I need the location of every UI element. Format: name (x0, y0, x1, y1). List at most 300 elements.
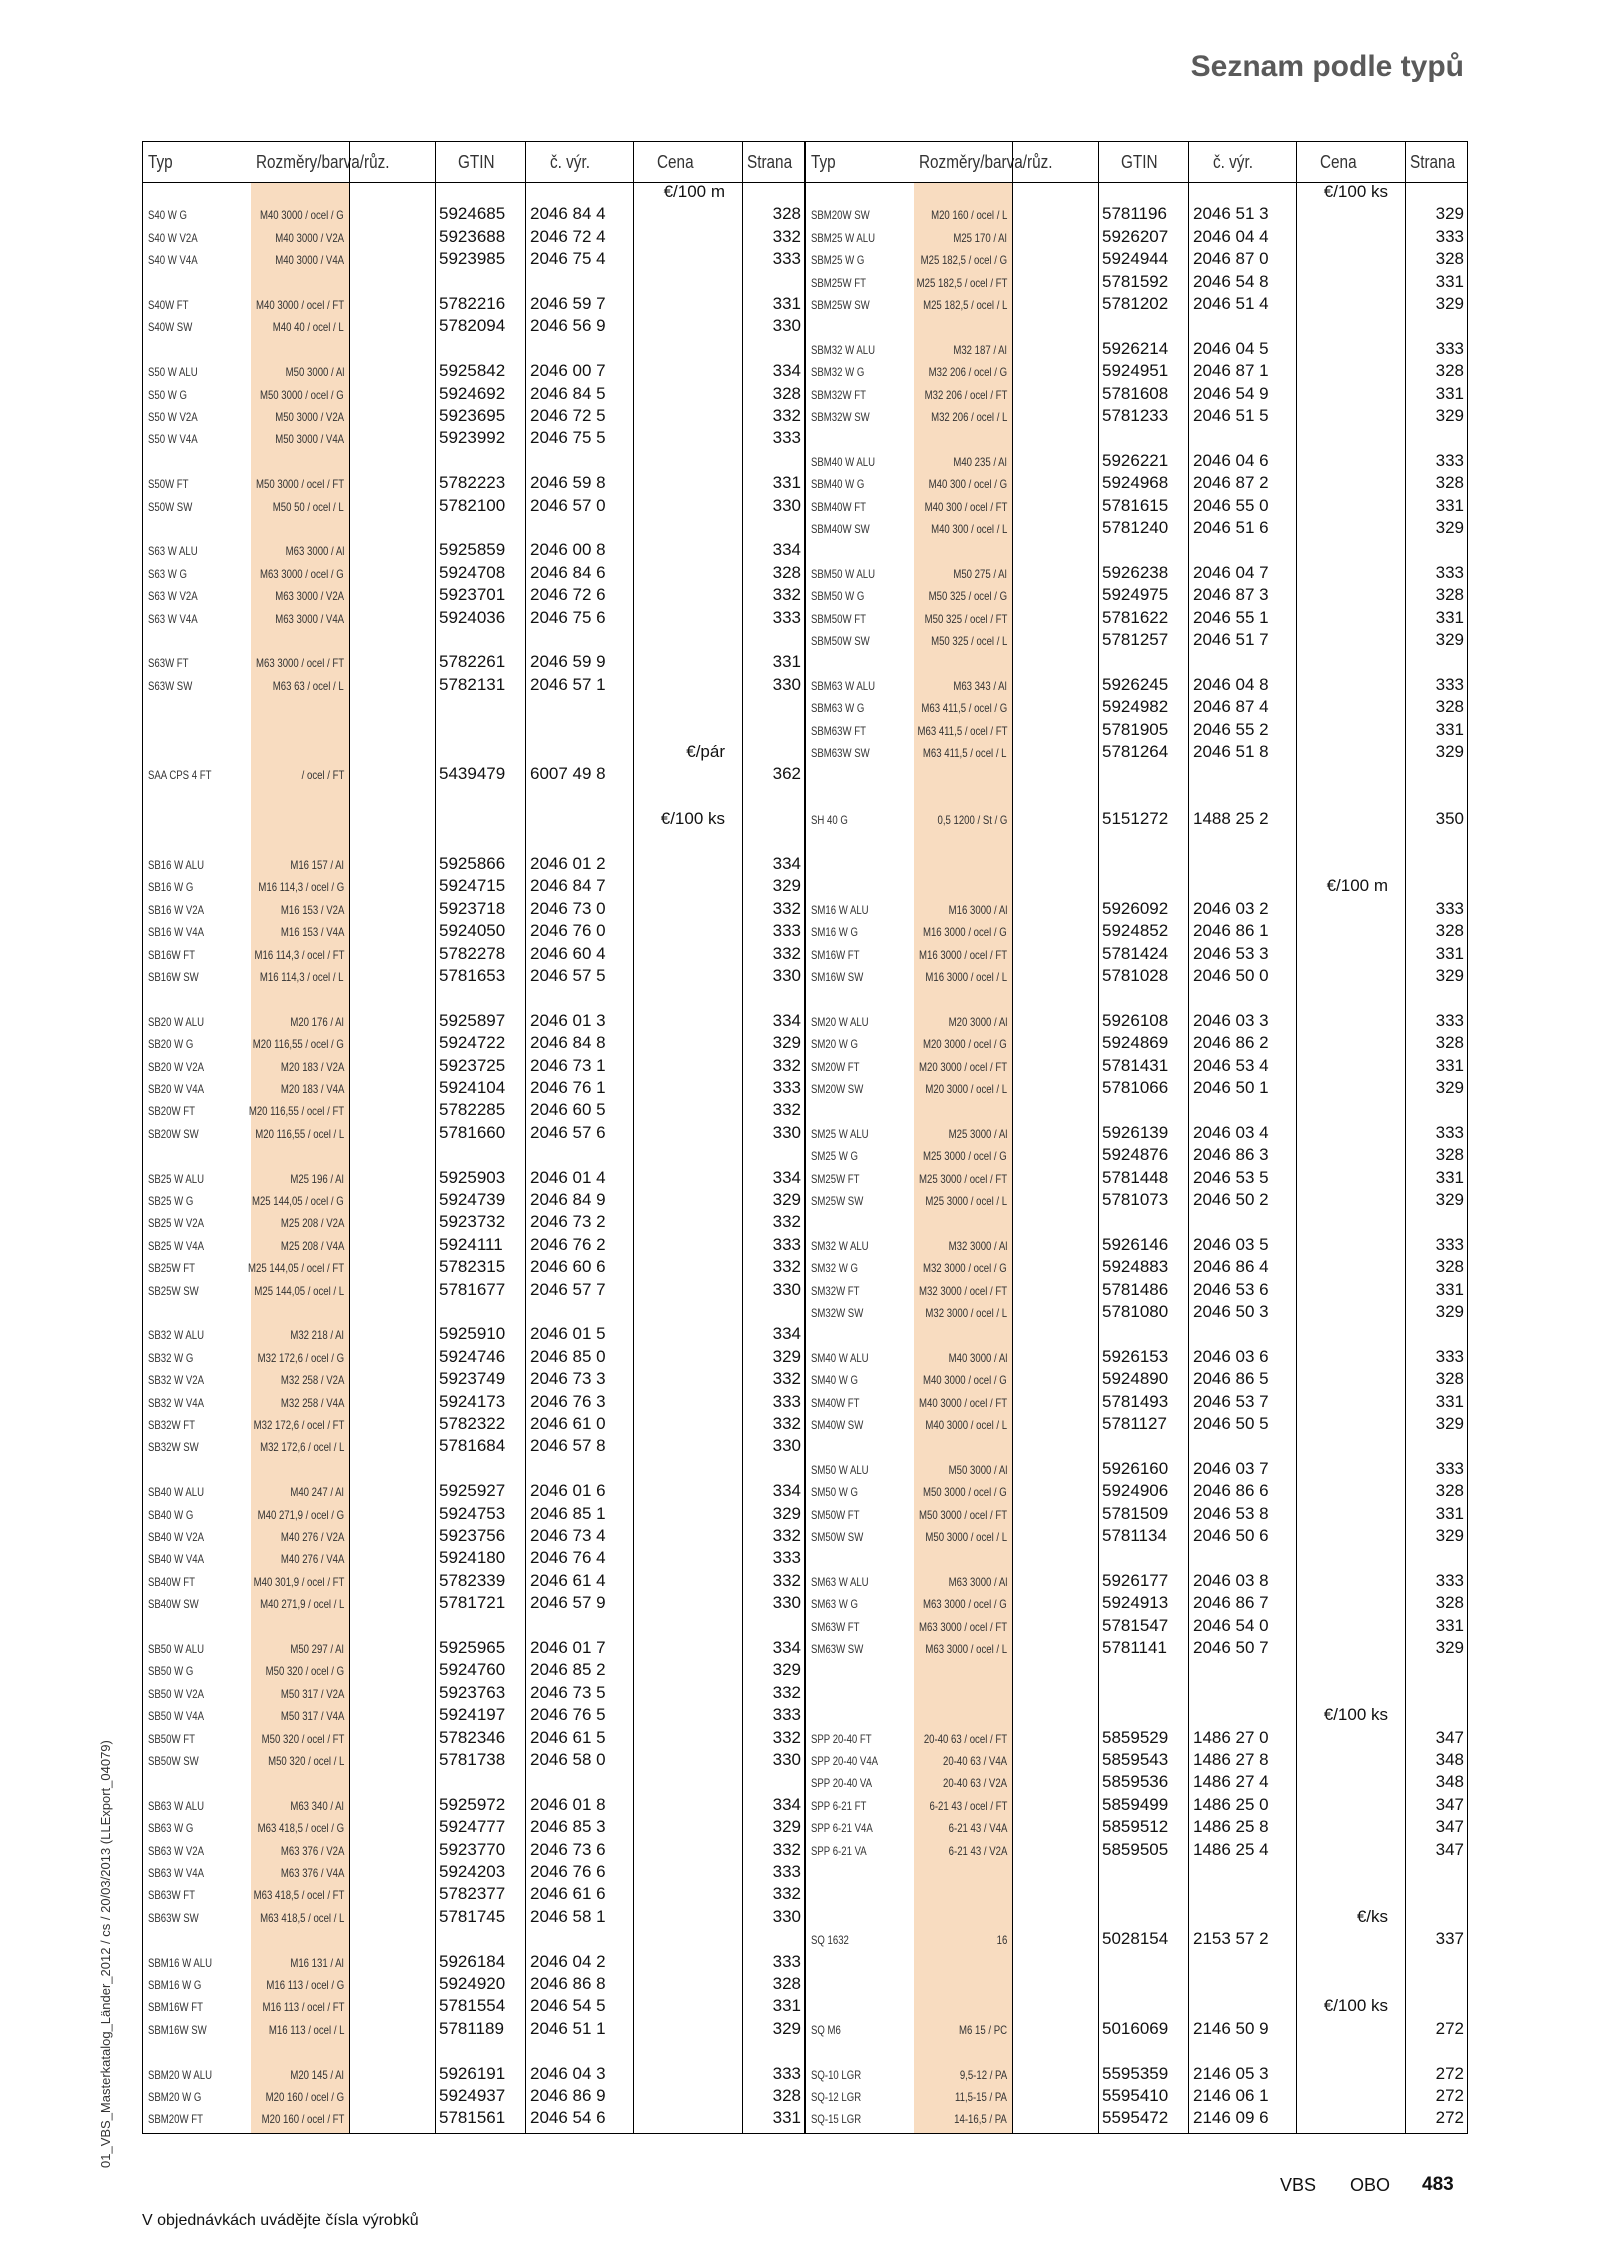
table-row (143, 2064, 804, 2084)
article-number-cell: 2046 61 6 (530, 1884, 606, 1904)
article-number-cell: 2046 50 6 (1193, 1526, 1269, 1545)
type-cell: SBM25W SW (811, 298, 870, 312)
table-row (143, 1750, 804, 1770)
dimension-cell: M16 113 / ocel / FT (262, 2000, 344, 2015)
header-typ: Typ (148, 152, 173, 172)
dimension-cell: M20 116,55 / ocel / L (255, 1126, 344, 1141)
type-cell: SM25 W ALU (811, 1126, 869, 1141)
dimension-cell: / ocel / FT (301, 768, 344, 783)
article-number-cell: 2046 73 2 (530, 1212, 606, 1232)
article-number-cell: 2046 51 6 (1193, 518, 1269, 537)
gtin-cell: 5924050 (439, 921, 506, 941)
table-row (143, 1235, 804, 1255)
article-number-cell: 2046 03 7 (1193, 1458, 1269, 1478)
header-strana: Strana (747, 152, 793, 172)
table-row (143, 204, 804, 224)
gtin-cell: 5924883 (1102, 1257, 1169, 1277)
article-number-cell: 2046 76 5 (530, 1705, 606, 1725)
page-ref-cell: 334 (772, 540, 801, 560)
dimension-cell: M20 176 / Al (290, 1014, 344, 1029)
gtin-cell: 5923756 (439, 1526, 506, 1545)
dimension-cell: M63 418,5 / ocel / FT (253, 1888, 344, 1903)
gtin-cell: 5781196 (1102, 204, 1167, 224)
type-cell: SBM25 W G (811, 253, 865, 268)
type-cell: SB16W SW (148, 970, 199, 984)
article-number-cell: 2046 75 6 (530, 607, 606, 627)
table-row (806, 227, 1467, 247)
gtin-cell: 5924937 (439, 2086, 506, 2105)
dimension-cell: M40 300 / ocel / L (930, 522, 1007, 536)
table-row (806, 294, 1467, 314)
page-ref-cell: 334 (772, 1794, 801, 1814)
dimension-cell: M40 271,9 / ocel / L (259, 1597, 344, 1612)
gtin-cell: 5781127 (1102, 1414, 1167, 1433)
table-row (143, 1862, 804, 1882)
gtin-cell: 5926146 (1102, 1234, 1169, 1254)
gtin-cell: 5924869 (1102, 1033, 1169, 1053)
type-cell: SBM25 W ALU (811, 230, 876, 245)
article-number-cell: 2046 84 6 (530, 562, 606, 582)
page-ref-cell: 334 (772, 1324, 801, 1344)
gtin-cell: 5924777 (439, 1817, 506, 1837)
article-number-cell: 2046 04 3 (530, 2063, 606, 2083)
gtin-cell: 5924760 (439, 1660, 506, 1680)
article-number-cell: 2046 01 4 (530, 1167, 606, 1187)
type-cell: SBM16 W ALU (148, 1955, 213, 1970)
table-row (143, 1571, 804, 1591)
gtin-cell: 5924173 (439, 1391, 506, 1411)
table-row (143, 496, 804, 516)
dimension-cell: M16 157 / Al (290, 858, 344, 872)
table-row (806, 742, 1467, 762)
gtin-cell: 5595472 (1102, 2108, 1169, 2128)
product-table-left (142, 141, 805, 2134)
dimension-cell: M50 317 / V4A (280, 1709, 344, 1724)
gtin-cell: 5781721 (439, 1593, 506, 1613)
table-row (806, 272, 1467, 292)
dimension-cell: 20-40 63 / ocel / FT (923, 1731, 1007, 1746)
page-ref-cell: 331 (772, 473, 801, 493)
type-cell: SB25 W V4A (148, 1238, 205, 1253)
page-ref-cell: 328 (1435, 921, 1464, 941)
type-cell: SBM40W FT (811, 499, 866, 514)
article-number-cell: 2046 73 0 (530, 898, 606, 918)
type-cell: SM32W SW (811, 1306, 864, 1320)
table-row (143, 1548, 804, 1568)
type-cell: SB20 W V2A (148, 1059, 205, 1074)
page-ref-cell: 329 (772, 876, 801, 896)
type-cell: SB63 W V4A (148, 1866, 205, 1880)
article-number-cell: 2046 61 4 (530, 1570, 606, 1590)
page-ref-cell: 331 (1435, 1503, 1464, 1523)
page-ref-cell: 333 (1435, 338, 1464, 358)
table-row (806, 1235, 1467, 1255)
gtin-cell: 5782223 (439, 473, 506, 493)
table-row (806, 406, 1467, 426)
type-cell: S63 W G (148, 566, 187, 581)
table-row (143, 1952, 804, 1972)
article-number-cell: 2046 51 3 (1193, 204, 1269, 224)
dimension-cell: M40 3000 / ocel / G (260, 208, 344, 223)
gtin-cell: 5781486 (1102, 1279, 1169, 1299)
page-ref-cell: 330 (772, 1906, 801, 1926)
page-ref-cell: 331 (1435, 1055, 1464, 1075)
article-number-cell: 6007 49 8 (530, 764, 606, 784)
gtin-cell: 5923718 (439, 898, 506, 918)
dimension-cell: M40 276 / V4A (280, 1552, 344, 1567)
gtin-cell: 5016069 (1102, 2018, 1169, 2038)
article-number-cell: 2046 73 4 (530, 1526, 606, 1545)
table-row (806, 1011, 1467, 1031)
page-ref-cell: 330 (772, 1750, 801, 1769)
dimension-cell: M32 206 / ocel / FT (924, 387, 1007, 402)
dimension-cell: M32 258 / V4A (280, 1395, 344, 1410)
table-row (806, 675, 1467, 695)
type-cell: SBM50W FT (811, 611, 866, 626)
dimension-cell: M20 3000 / ocel / L (925, 1082, 1007, 1096)
page-ref-cell: 331 (772, 2108, 801, 2128)
dimension-cell: M40 271,9 / ocel / G (257, 1507, 344, 1522)
page-ref-cell: 333 (1435, 1346, 1464, 1366)
dimension-cell: 6-21 43 / V2A (948, 1843, 1007, 1858)
dimension-cell: M50 50 / ocel / L (273, 499, 344, 514)
gtin-cell: 5859512 (1102, 1817, 1169, 1837)
table-row (806, 361, 1467, 381)
article-number-cell: 2046 57 0 (530, 495, 606, 515)
dimension-cell: M50 3000 / ocel / L (925, 1530, 1007, 1544)
type-cell: SBM20 W ALU (148, 2067, 213, 2082)
table-row (806, 944, 1467, 964)
type-cell: SM25 W G (811, 1149, 858, 1164)
table-row (806, 1414, 1467, 1434)
price-unit-label: €/100 ks (660, 809, 725, 829)
table-row (143, 1884, 804, 1904)
type-cell: SBM40W SW (811, 522, 870, 536)
gtin-cell: 5781264 (1102, 742, 1169, 761)
type-cell: SB32 W ALU (148, 1328, 205, 1343)
dimension-cell: M50 3000 / ocel / FT (255, 477, 344, 492)
article-number-cell: 2046 76 0 (530, 921, 606, 941)
table-row (806, 473, 1467, 493)
gtin-cell: 5028154 (1102, 1929, 1169, 1949)
table-row (143, 944, 804, 964)
table-row (143, 1481, 804, 1501)
page-ref-cell: 333 (1435, 1458, 1464, 1478)
page-ref-cell: 329 (1435, 1078, 1464, 1097)
article-number-cell: 2046 01 6 (530, 1481, 606, 1501)
page-ref-cell: 348 (1435, 1772, 1464, 1792)
type-cell: SM25W SW (811, 1194, 864, 1208)
dimension-cell: M25 144,05 / ocel / FT (247, 1261, 344, 1276)
gtin-cell: 5926139 (1102, 1122, 1169, 1142)
dimension-cell: 11,5-15 / PA (955, 2090, 1007, 2104)
gtin-cell: 5924890 (1102, 1369, 1169, 1389)
dimension-cell: M20 183 / V2A (280, 1059, 344, 1074)
dimension-cell: M40 3000 / V2A (275, 230, 344, 245)
article-number-cell: 2046 87 3 (1193, 585, 1269, 605)
table-row (143, 1974, 804, 1994)
dimension-cell: M20 3000 / ocel / G (923, 1037, 1007, 1052)
page-ref-cell: 331 (1435, 1167, 1464, 1187)
article-number-cell: 2046 51 7 (1193, 630, 1269, 649)
gtin-cell: 5782278 (439, 943, 506, 963)
table-row (143, 540, 804, 560)
table-row (143, 608, 804, 628)
table-row (143, 1324, 804, 1344)
table-row (806, 249, 1467, 269)
article-number-cell: 2046 57 6 (530, 1122, 606, 1142)
gtin-cell: 5924739 (439, 1190, 506, 1209)
dimension-cell: 20-40 63 / V2A (942, 1776, 1007, 1791)
article-number-cell: 2046 76 4 (530, 1548, 606, 1568)
table-row (143, 2108, 804, 2128)
header-cislo-vyrobku: č. výr. (550, 152, 590, 172)
gtin-cell: 5926238 (1102, 562, 1169, 582)
gtin-cell: 5926177 (1102, 1570, 1169, 1590)
article-number-cell: 2046 87 1 (1193, 361, 1269, 381)
table-row (806, 1593, 1467, 1613)
page-ref-cell: 272 (1435, 2063, 1464, 2083)
type-cell: SBM63 W ALU (811, 678, 876, 693)
page-ref-cell: 328 (772, 204, 801, 224)
page-ref-cell: 333 (1435, 1570, 1464, 1590)
type-cell: SB20 W G (148, 1037, 194, 1052)
article-number-cell: 2046 55 2 (1193, 719, 1269, 739)
table-row (143, 1369, 804, 1389)
dimension-cell: M50 297 / Al (290, 1642, 344, 1656)
page-ref-cell: 333 (772, 2063, 801, 2083)
gtin-cell: 5925903 (439, 1167, 506, 1187)
dimension-cell: M50 325 / ocel / FT (924, 611, 1007, 626)
type-cell: S63 W ALU (148, 544, 198, 559)
table-row (806, 1190, 1467, 1210)
type-cell: SM20W SW (811, 1082, 864, 1096)
article-number-cell: 2046 01 3 (530, 1010, 606, 1030)
page-ref-cell: 330 (772, 316, 801, 336)
page-ref-cell: 330 (772, 1436, 801, 1456)
type-cell: SBM50 W ALU (811, 566, 876, 581)
dimension-cell: M50 3000 / Al (948, 1462, 1007, 1477)
gtin-cell: 5782322 (439, 1414, 506, 1433)
type-cell: SM32 W G (811, 1261, 858, 1276)
table-row (806, 720, 1467, 740)
type-cell: S50 W G (148, 387, 187, 402)
table-row (143, 249, 804, 269)
page-ref-cell: 331 (772, 1996, 801, 2016)
article-number-cell: 1486 25 8 (1193, 1817, 1269, 1837)
article-number-cell: 2046 84 4 (530, 204, 606, 224)
table-row (143, 1212, 804, 1232)
dimension-cell: M50 317 / V2A (280, 1686, 344, 1701)
dimension-cell: M20 145 / Al (290, 2067, 344, 2082)
gtin-cell: 5925842 (439, 361, 506, 381)
page-ref-cell: 348 (1435, 1750, 1464, 1769)
table-row (806, 496, 1467, 516)
type-cell: SPP 20-40 V4A (811, 1754, 879, 1768)
header-rozmery: Rozměry/barva/růz. (256, 152, 390, 172)
dimension-cell: M40 276 / V2A (280, 1530, 344, 1544)
table-row (806, 1369, 1467, 1389)
page-ref-cell: 331 (772, 652, 801, 672)
gtin-cell: 5923688 (439, 226, 506, 246)
table-row (143, 1996, 804, 2016)
order-instruction: V objednávkách uvádějte čísla výrobků (142, 2212, 419, 2229)
type-cell: SB50 W V2A (148, 1686, 205, 1701)
side-print-info: 01_VBS_Masterkatalog_Länder_2012 / cs / 20/03/2013 (LLExport_04079) (98, 1740, 113, 2168)
type-cell: SM50 W G (811, 1485, 858, 1500)
table-row (143, 563, 804, 583)
type-cell: SB63 W V2A (148, 1843, 205, 1858)
table-row (806, 1056, 1467, 1076)
table-row (143, 1593, 804, 1613)
dimension-cell: M25 3000 / ocel / FT (918, 1171, 1007, 1186)
table-header (806, 142, 1467, 183)
article-number-cell: 2046 54 8 (1193, 271, 1269, 291)
type-cell: S50 W ALU (148, 365, 198, 380)
dimension-cell: M63 3000 / V2A (275, 589, 344, 604)
dimension-cell: M25 208 / V2A (280, 1216, 344, 1231)
article-number-cell: 2046 72 4 (530, 226, 606, 246)
page-ref-cell: 329 (1435, 1638, 1464, 1657)
page-ref-cell: 328 (772, 562, 801, 582)
article-number-cell: 2046 59 9 (530, 652, 606, 672)
article-number-cell: 2046 50 0 (1193, 966, 1269, 985)
type-cell: SB40 W ALU (148, 1485, 205, 1500)
article-number-cell: 2046 86 3 (1193, 1145, 1269, 1165)
dimension-cell: M63 343 / Al (953, 678, 1007, 693)
article-number-cell: 2046 51 8 (1193, 742, 1269, 761)
table-row (806, 518, 1467, 538)
table-row (143, 1257, 804, 1277)
table-row (806, 384, 1467, 404)
table-row (143, 1392, 804, 1412)
dimension-cell: M16 153 / V4A (280, 925, 344, 940)
dimension-cell: M16 113 / ocel / G (266, 1978, 344, 1992)
brand-obo: OBO (1350, 2175, 1391, 2195)
type-cell: SPP 6-21 FT (811, 1798, 867, 1813)
gtin-cell: 5925927 (439, 1481, 506, 1501)
article-number-cell: 2046 86 9 (530, 2086, 606, 2105)
gtin-cell: 5781141 (1102, 1638, 1167, 1657)
article-number-cell: 2046 03 2 (1193, 898, 1269, 918)
page-ref-cell: 328 (772, 2086, 801, 2105)
gtin-cell: 5924692 (439, 383, 506, 403)
page-ref-cell: 328 (1435, 1257, 1464, 1277)
article-number-cell: 2046 50 2 (1193, 1190, 1269, 1209)
gtin-cell: 5781592 (1102, 271, 1169, 291)
type-cell: SB50 W V4A (148, 1709, 205, 1724)
type-cell: SBM40 W G (811, 477, 865, 492)
gtin-cell: 5924975 (1102, 585, 1169, 605)
table-row (143, 1280, 804, 1300)
table-row (143, 854, 804, 874)
article-number-cell: 2046 03 6 (1193, 1346, 1269, 1366)
article-number-cell: 2046 76 1 (530, 1078, 606, 1097)
dimension-cell: M63 376 / V4A (280, 1866, 344, 1880)
type-cell: S50W SW (148, 499, 193, 514)
type-cell: SBM63 W G (811, 701, 865, 716)
table-row (806, 451, 1467, 471)
table-rows (143, 182, 804, 2133)
gtin-cell: 5781493 (1102, 1391, 1169, 1411)
gtin-cell: 5926207 (1102, 226, 1169, 246)
type-cell: S50 W V4A (148, 432, 198, 447)
dimension-cell: M32 258 / V2A (280, 1373, 344, 1388)
dimension-cell: 14-16,5 / PA (954, 2112, 1007, 2127)
dimension-cell: M50 325 / ocel / G (928, 589, 1007, 604)
dimension-cell: 6-21 43 / ocel / FT (929, 1798, 1007, 1813)
dimension-cell: 20-40 63 / V4A (942, 1754, 1007, 1768)
price-unit-label: €/ks (1356, 1906, 1388, 1926)
table-row (806, 2086, 1467, 2106)
article-number-cell: 2046 01 8 (530, 1794, 606, 1814)
page-ref-cell: 332 (772, 898, 801, 918)
dimension-cell: M16 153 / V2A (280, 902, 344, 917)
article-number-cell: 2046 57 9 (530, 1593, 606, 1613)
article-number-cell: 2046 86 8 (530, 1974, 606, 1993)
page-ref-cell: 328 (1435, 361, 1464, 381)
type-cell: SPP 20-40 VA (811, 1776, 873, 1791)
dimension-cell: M50 275 / Al (953, 566, 1007, 581)
page-ref-cell: 347 (1435, 1727, 1464, 1747)
article-number-cell: 2046 00 7 (530, 361, 606, 381)
table-row (806, 1571, 1467, 1591)
type-cell: SB50 W G (148, 1664, 194, 1679)
type-cell: SB20 W ALU (148, 1014, 205, 1029)
table-row (806, 1280, 1467, 1300)
table-row (806, 339, 1467, 359)
article-number-cell: 1488 25 2 (1193, 809, 1269, 829)
article-number-cell: 2046 61 5 (530, 1727, 606, 1747)
type-cell: SBM16W FT (148, 2000, 203, 2015)
table-row (143, 1705, 804, 1725)
table-row (806, 1616, 1467, 1636)
dimension-cell: M32 206 / ocel / L (930, 410, 1007, 424)
type-cell: SBM40 W ALU (811, 454, 876, 469)
type-cell: S63 W V2A (148, 589, 198, 604)
page-ref-cell: 333 (1435, 674, 1464, 694)
type-cell: SM16W FT (811, 947, 860, 962)
page-ref-cell: 331 (1435, 495, 1464, 515)
gtin-cell: 5924920 (439, 1974, 506, 1993)
table-row (806, 1772, 1467, 1792)
article-number-cell: 2046 85 1 (530, 1503, 606, 1523)
article-number-cell: 2046 51 1 (530, 2018, 606, 2038)
type-cell: SQ-10 LGR (811, 2067, 862, 2082)
type-cell: SM40 W G (811, 1373, 858, 1388)
page-ref-cell: 329 (1435, 204, 1464, 224)
page-ref-cell: 329 (1435, 518, 1464, 537)
type-cell: SB40W SW (148, 1597, 199, 1612)
article-number-cell: 2046 57 8 (530, 1436, 606, 1456)
dimension-cell: M16 3000 / Al (948, 902, 1007, 917)
type-cell: SBM63W SW (811, 746, 870, 760)
dimension-cell: M63 3000 / Al (285, 544, 344, 559)
page-ref-cell: 272 (1435, 2086, 1464, 2105)
gtin-cell: 5924913 (1102, 1593, 1169, 1613)
page-ref-cell: 332 (772, 1257, 801, 1277)
header-cislo-vyrobku: č. výr. (1213, 152, 1253, 172)
table-row (806, 1750, 1467, 1770)
article-number-cell: 2046 86 4 (1193, 1257, 1269, 1277)
dimension-cell: M50 3000 / ocel / FT (918, 1507, 1007, 1522)
page-ref-cell: 332 (772, 226, 801, 246)
type-cell: SB40 W G (148, 1507, 194, 1522)
gtin-cell: 5923992 (439, 428, 506, 448)
type-cell: SBM20W SW (811, 208, 870, 223)
page-ref-cell: 329 (1435, 1526, 1464, 1545)
page-ref-cell: 329 (772, 1660, 801, 1680)
